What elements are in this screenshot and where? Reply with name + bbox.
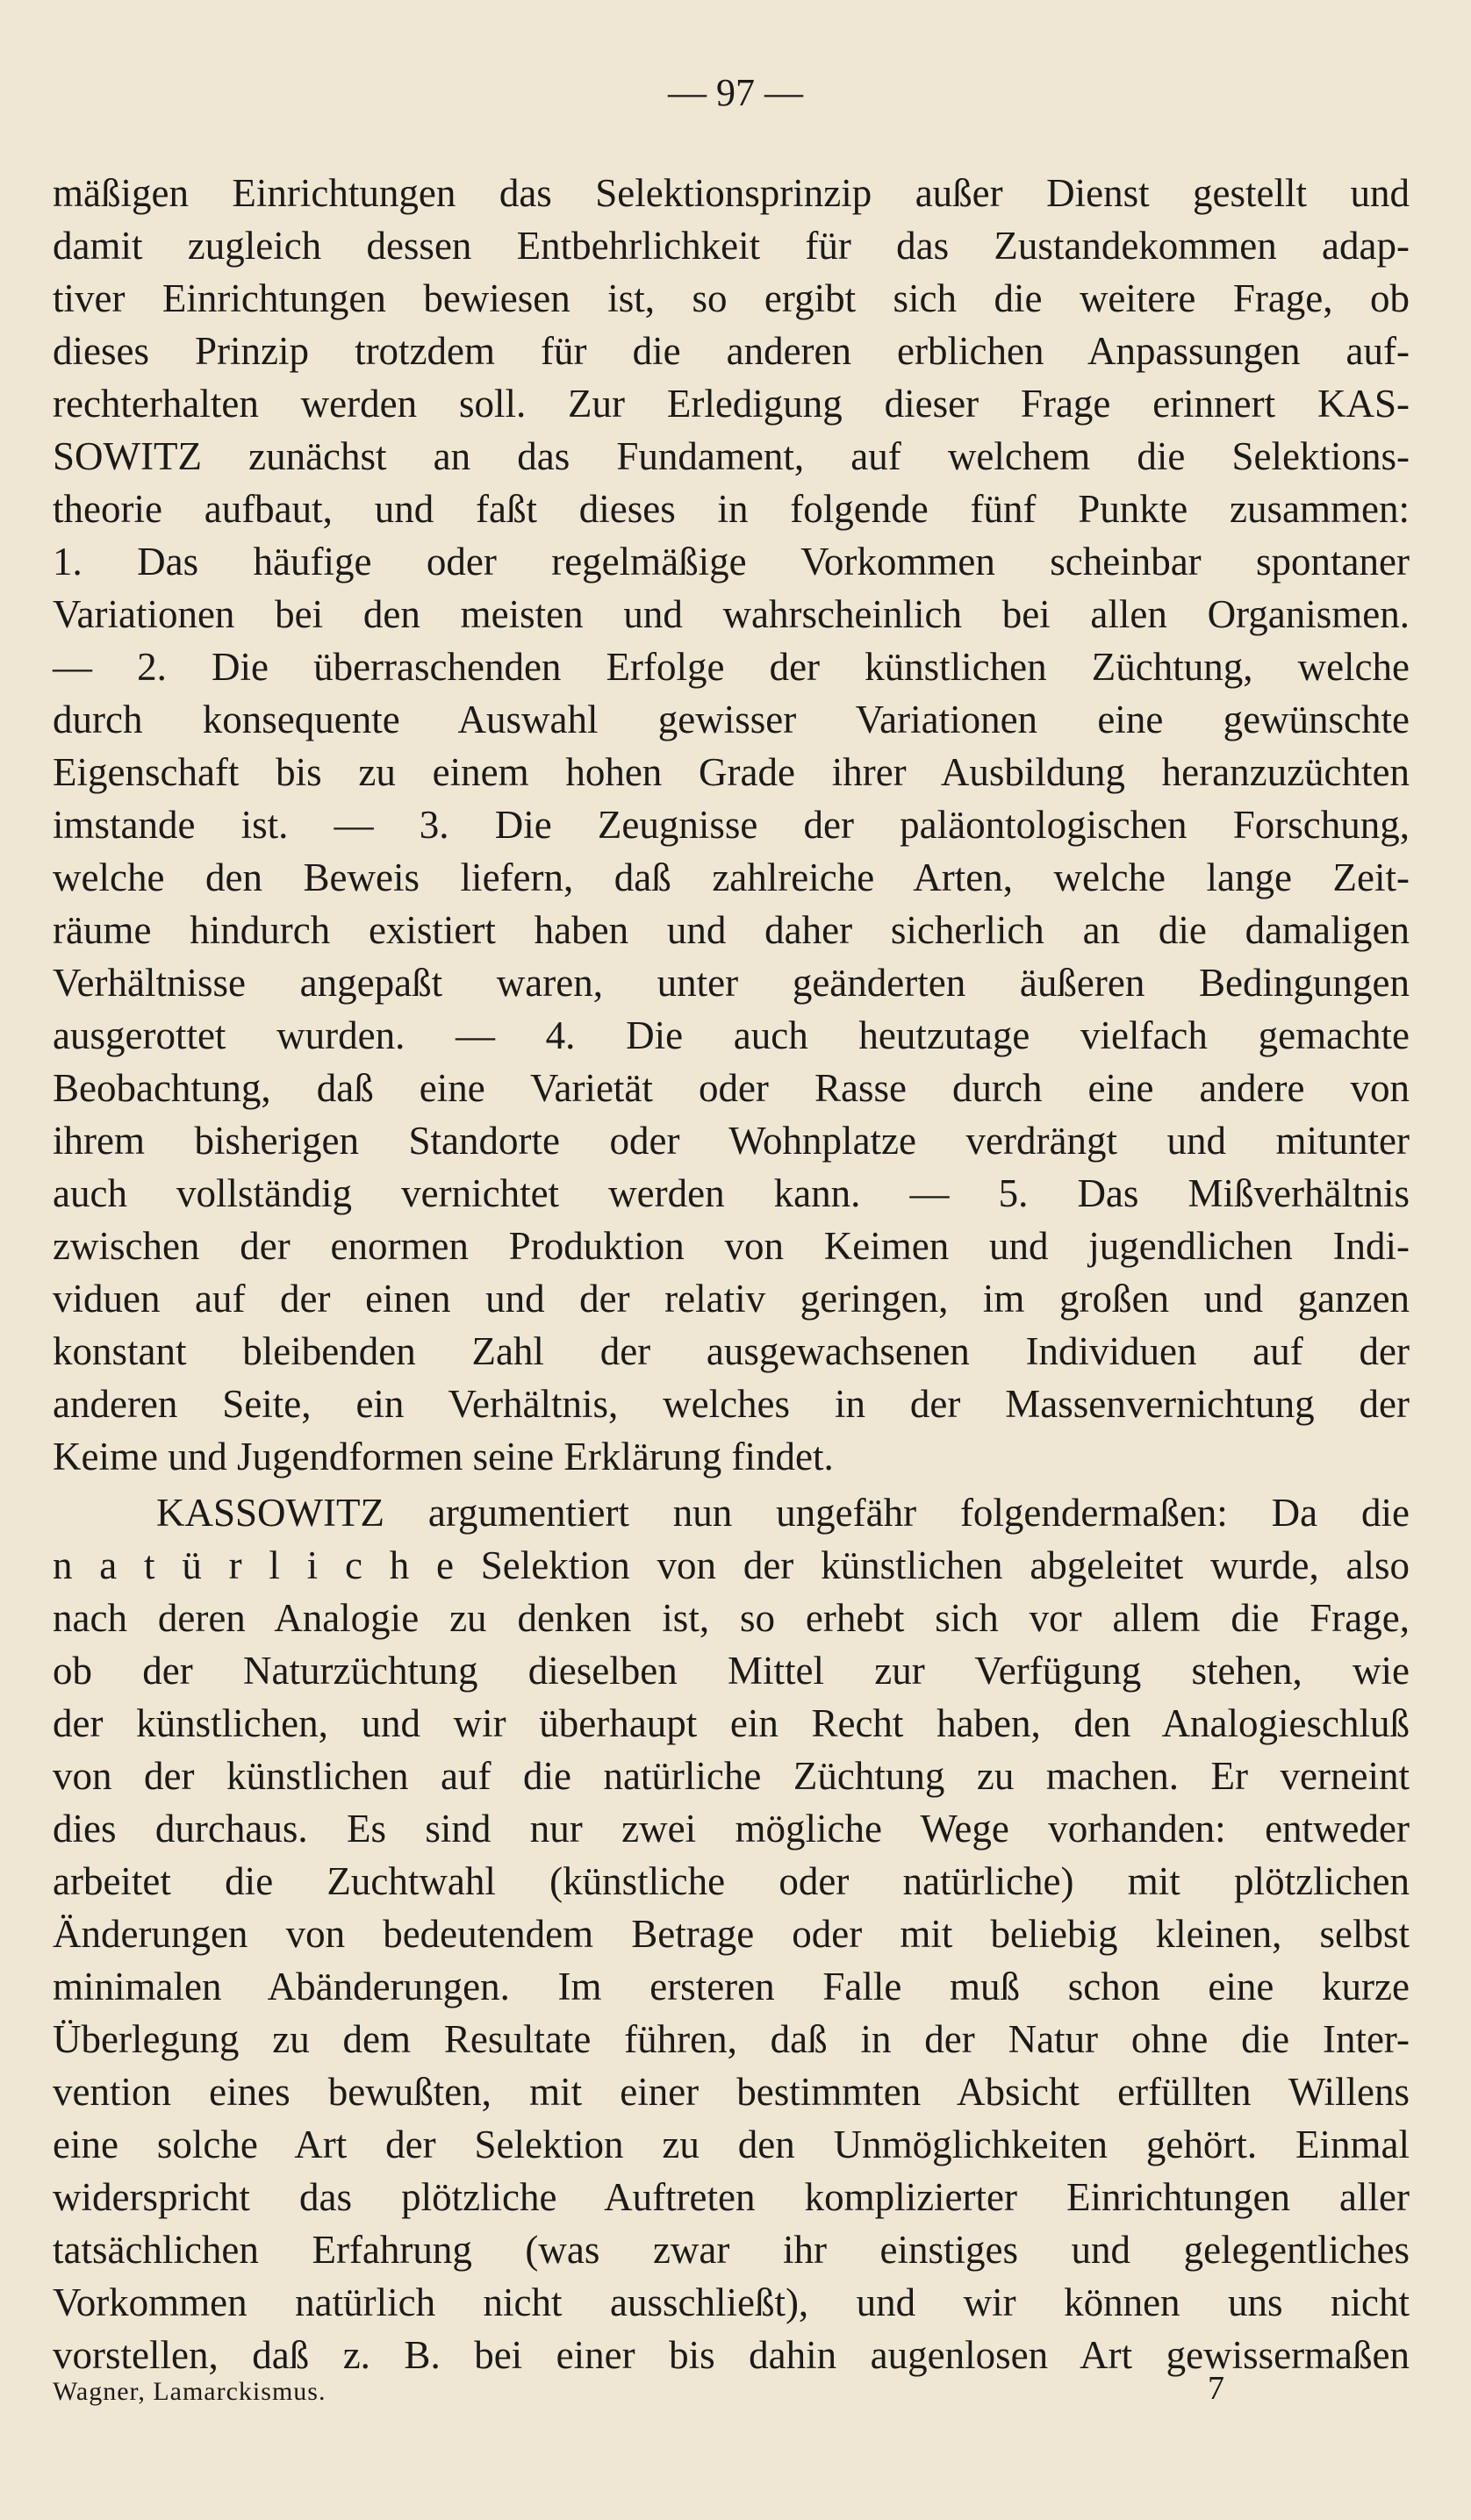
text-line: ob der Naturzüchtung dieselben Mittel zur Verfügung stehen, wie [53,1649,1410,1693]
text-line: Keime und Jugendformen seine Erklärung findet. [53,1435,834,1478]
text-line: SOWITZ zunächst an das Fundament, auf welchem die Selektions- [53,434,1410,478]
text-line: nach deren Analogie zu denken ist, so erhebt sich vor allem die Frage, [53,1596,1410,1640]
text-line: vention eines bewußten, mit einer bestimmten Absicht erfüllten Willens [53,2070,1410,2114]
text-line: mäßigen Einrichtungen das Selektionsprinzip außer Dienst gestellt und [53,171,1410,215]
text-line: KASSOWITZ argumentiert nun ungefähr folgendermaßen: Da die [156,1491,1410,1535]
text-line: der künstlichen, und wir überhaupt ein Recht haben, den Analogieschluß [53,1701,1410,1745]
footer-signature: Wagner, Lamarckismus. [53,2377,326,2406]
text-line: Eigenschaft bis zu einem hohen Grade ihrer Ausbildung heranzuzüchten [53,750,1410,794]
text-line: Vorkommen natürlich nicht ausschließt), und wir können uns nicht [53,2280,1410,2324]
text-line: theorie aufbaut, und faßt dieses in folgende fünf Punkte zusammen: [53,487,1410,531]
text-line: tatsächlichen Erfahrung (was zwar ihr einstiges und gelegentliches [53,2228,1410,2272]
footer-sheet-number: 7 [1208,2370,1224,2407]
text-line: vorstellen, daß z. B. bei einer bis dahin augenlosen Art gewissermaßen [53,2333,1410,2377]
body-text [53,167,1410,2381]
text-line: durch konsequente Auswahl gewisser Variationen eine gewünschte [53,698,1410,741]
text-line: Beobachtung, daß eine Varietät oder Rasse durch eine andere von [53,1066,1410,1110]
text-line: anderen Seite, ein Verhältnis, welches in der Massenvernichtung der [53,1382,1410,1426]
text-line: zwischen der enormen Produktion von Keimen und jugendlichen Indi- [53,1224,1410,1268]
text-line: damit zugleich dessen Entbehrlichkeit für das Zustandekommen adap- [53,224,1410,268]
text-line: widerspricht das plötzliche Auftreten komplizierter Einrichtungen aller [53,2175,1410,2219]
text-line: dies durchaus. Es sind nur zwei mögliche Wege vorhanden: entweder [53,1807,1410,1851]
text-line: räume hindurch existiert haben und daher sicherlich an die damaligen [53,908,1410,952]
text-line: — 2. Die überraschenden Erfolge der künstlichen Züchtung, welche [53,645,1410,689]
text-line: arbeitet die Zuchtwahl (künstliche oder natürliche) mit plötzlichen [53,1859,1410,1903]
text-line: rechterhalten werden soll. Zur Erledigung dieser Frage erinnert KAS- [53,382,1410,426]
text-line: dieses Prinzip trotzdem für die anderen erblichen Anpassungen auf- [53,329,1410,373]
text-line: auch vollständig vernichtet werden kann. — 5. Das Mißverhältnis [53,1171,1410,1215]
text-line: Variationen bei den meisten und wahrscheinlich bei allen Organismen. [53,592,1410,636]
text-line: konstant bleibenden Zahl der ausgewachsenen Individuen auf der [53,1329,1410,1373]
text-line: viduen auf der einen und der relativ geringen, im großen und ganzen [53,1277,1410,1321]
text-line: imstande ist. — 3. Die Zeugnisse der paläontologischen Forschung, [53,803,1410,847]
text-line: n a t ü r l i c h e Selektion von der künstlichen abgeleitet wurde, also [53,1543,1410,1587]
text-line: eine solche Art der Selektion zu den Unmöglichkeiten gehört. Einmal [53,2123,1410,2166]
text-line: Änderungen von bedeutendem Betrage oder mit beliebig kleinen, selbst [53,1912,1410,1956]
text-line: 1. Das häufige oder regelmäßige Vorkommen scheinbar spontaner [53,540,1410,583]
text-line: ausgerottet wurden. — 4. Die auch heutzutage vielfach gemachte [53,1013,1410,1057]
text-line: welche den Beweis liefern, daß zahlreiche Arten, welche lange Zeit- [53,856,1410,899]
page-number: — 97 — [668,71,803,114]
text-line: ihrem bisherigen Standorte oder Wohnplatze verdrängt und mitunter [53,1119,1410,1163]
text-line: minimalen Abänderungen. Im ersteren Falle muß schon eine kurze [53,1965,1410,2008]
text-line: tiver Einrichtungen bewiesen ist, so ergibt sich die weitere Frage, ob [53,276,1410,320]
text-line: Verhältnisse angepaßt waren, unter geänderten äußeren Bedingungen [53,961,1410,1005]
text-line: von der künstlichen auf die natürliche Züchtung zu machen. Er verneint [53,1754,1410,1798]
text-line: Überlegung zu dem Resultate führen, daß in der Natur ohne die Inter- [53,2017,1410,2061]
